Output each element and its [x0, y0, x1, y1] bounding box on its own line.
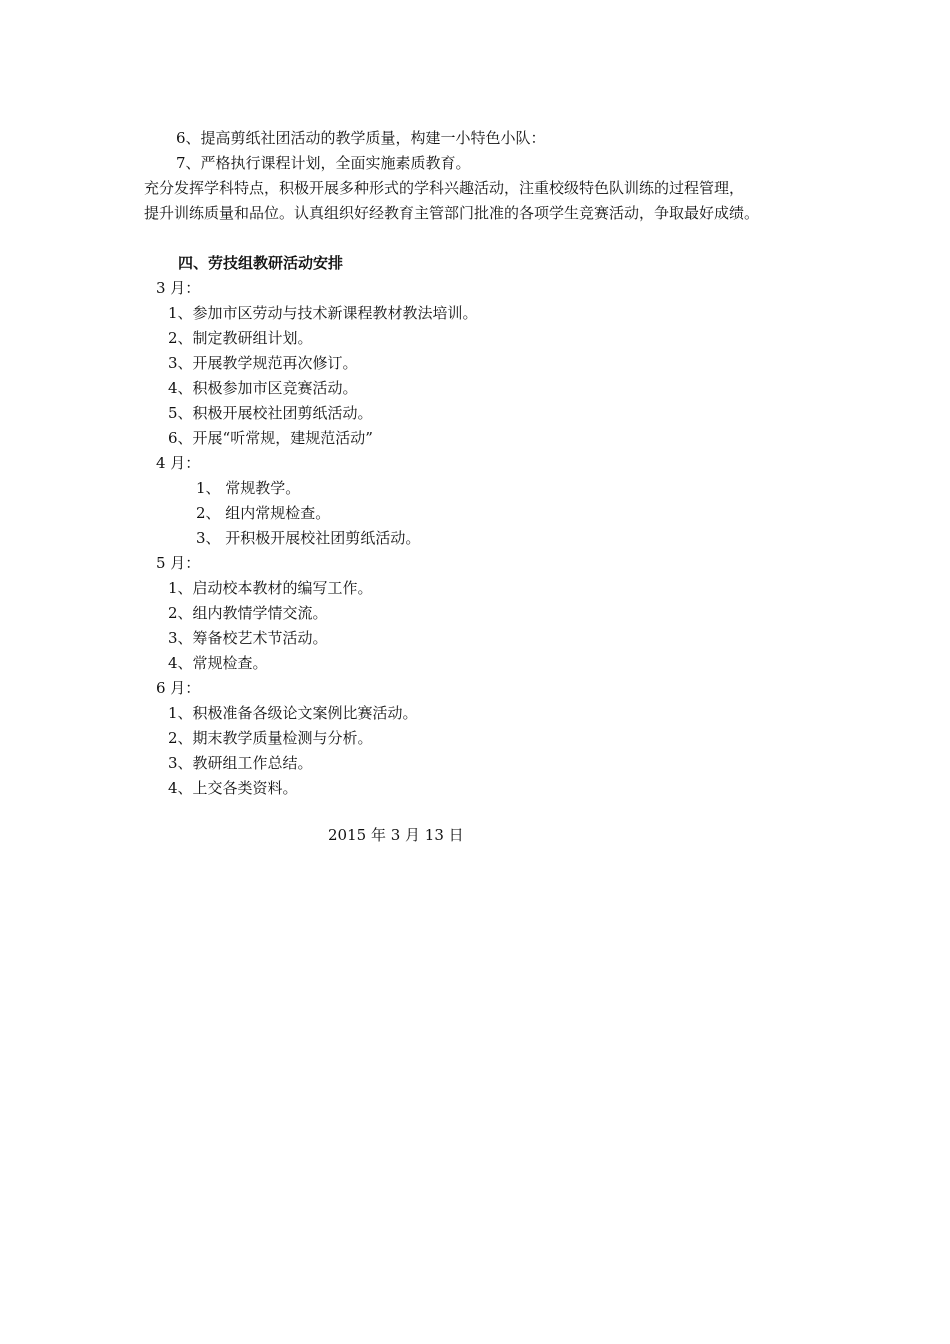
march-item: 2、制定教研组计划。 [168, 329, 313, 347]
april-item: 3、 开积极开展校社团剪纸活动。 [196, 529, 421, 547]
goal-item-7: 7、严格执行课程计划，全面实施素质教育。 [176, 154, 471, 172]
march-item: 5、积极开展校社团剪纸活动。 [168, 404, 373, 422]
march-item: 4、积极参加市区竞赛活动。 [168, 379, 358, 397]
section-heading: 四、劳技组教研活动安排 [178, 254, 344, 272]
paragraph-line-2: 提升训练质量和品位。认真组织好经教育主管部门批准的各项学生竞赛活动，争取最好成绩。 [144, 204, 760, 222]
may-item: 2、组内教情学情交流。 [168, 604, 328, 622]
may-item: 3、筹备校艺术节活动。 [168, 629, 328, 647]
april-item: 2、 组内常规检查。 [196, 504, 331, 522]
june-item: 3、教研组工作总结。 [168, 754, 313, 772]
march-item: 1、参加市区劳动与技术新课程教材教法培训。 [168, 304, 478, 322]
month-label-march: 3 月： [156, 279, 201, 297]
may-item: 1、启动校本教材的编写工作。 [168, 579, 373, 597]
june-item: 2、期末教学质量检测与分析。 [168, 729, 373, 747]
month-label-may: 5 月： [156, 554, 201, 572]
june-item: 4、上交各类资料。 [168, 779, 298, 797]
march-item: 6、开展“听常规，建规范活动” [168, 429, 373, 447]
april-item: 1、 常规教学。 [196, 479, 301, 497]
may-item: 4、常规检查。 [168, 654, 268, 672]
document-date: 2015 年 3 月 13 日 [328, 826, 464, 844]
paragraph-line-1: 充分发挥学科特点，积极开展多种形式的学科兴趣活动，注重校级特色队训练的过程管理， [144, 179, 745, 197]
june-item: 1、积极准备各级论文案例比赛活动。 [168, 704, 418, 722]
goal-item-6: 6、提高剪纸社团活动的教学质量，构建一小特色小队： [176, 129, 546, 147]
march-item: 3、开展教学规范再次修订。 [168, 354, 358, 372]
month-label-june: 6 月： [156, 679, 201, 697]
month-label-april: 4 月： [156, 454, 201, 472]
